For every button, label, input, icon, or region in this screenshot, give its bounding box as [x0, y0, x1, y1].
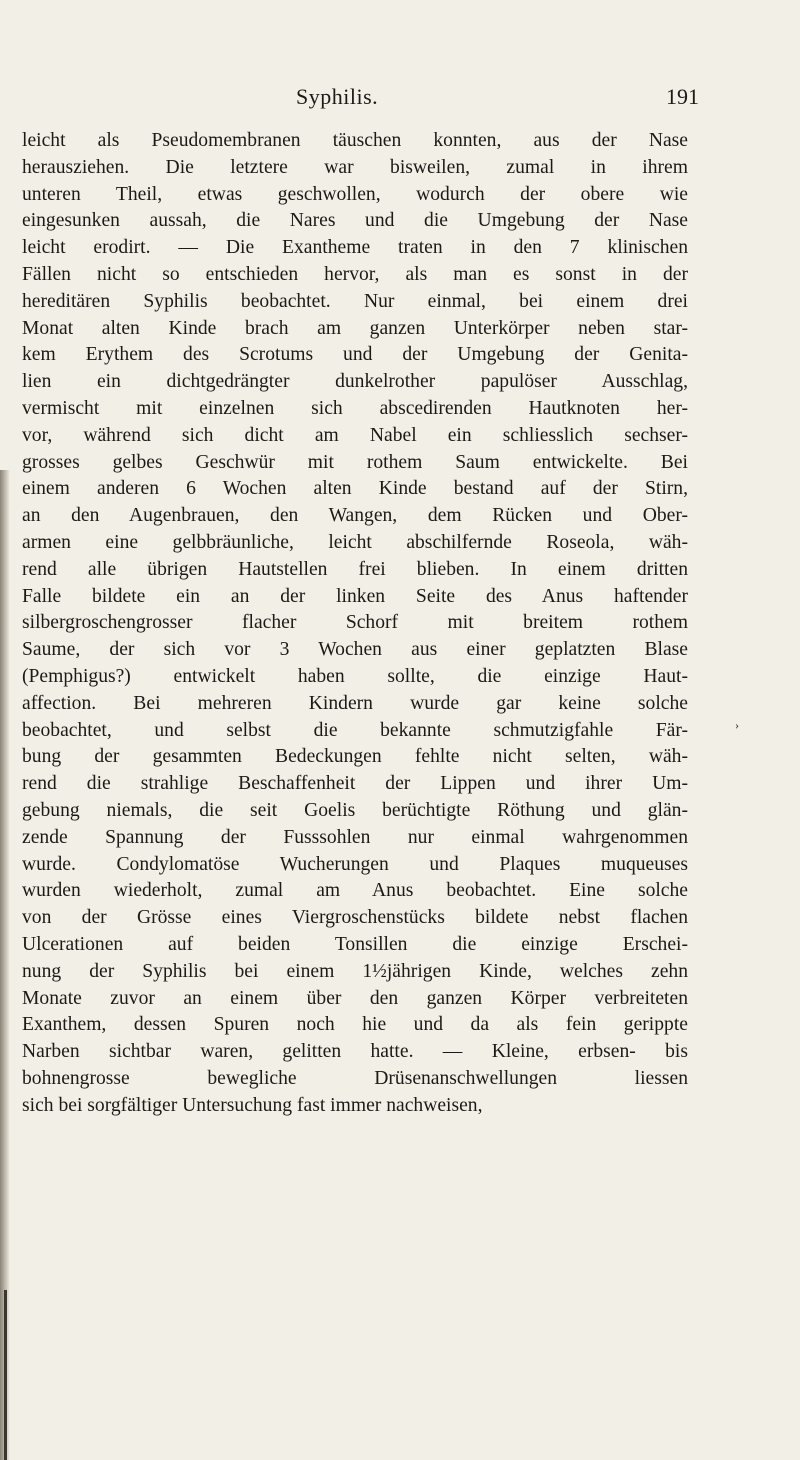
text-line: Monate zuvor an einem über den ganzen Körper verbreiteten [22, 987, 688, 1009]
text-line: armen eine gelbbräunliche, leicht abschilfernde Roseola, wäh- [22, 531, 688, 553]
running-title: Syphilis. [296, 84, 379, 109]
text-line: rend die strahlige Beschaffenheit der Lippen und ihrer Um- [22, 773, 688, 795]
text-line: leicht erodirt. — Die Exantheme traten in den 7 klinischen [22, 237, 688, 259]
page-header [0, 84, 800, 118]
text-line: nung der Syphilis bei einem 1½jährigen Kinde, welches zehn [22, 960, 688, 982]
text-line: Narben sichtbar waren, gelitten hatte. — Kleine, erbsen- bis [22, 1041, 688, 1063]
text-line: Fällen nicht so entschieden hervor, als man es sonst in der [22, 263, 688, 285]
text-line: (Pemphigus?) entwickelt haben sollte, die einzige Haut- [22, 665, 688, 687]
text-line: grosses gelbes Geschwür mit rothem Saum entwickelte. Bei [22, 451, 688, 473]
text-line: an den Augenbrauen, den Wangen, dem Rücken und Ober- [22, 505, 688, 527]
text-line: eingesunken aussah, die Nares und die Umgebung der Nase [22, 210, 688, 232]
text-line: bohnengrosse bewegliche Drüsenanschwellungen liessen [22, 1067, 688, 1089]
text-line: zende Spannung der Fusssohlen nur einmal wahrgenommen [22, 826, 688, 848]
text-line: vor, während sich dicht am Nabel ein schliesslich sechser- [22, 424, 688, 446]
text-line: herausziehen. Die letztere war bisweilen, zumal in ihrem [22, 156, 688, 178]
text-line: wurde. Condylomatöse Wucherungen und Plaques muqueuses [22, 853, 688, 875]
text-line: Exanthem, dessen Spuren noch hie und da als fein gerippte [22, 1014, 688, 1036]
text-line: hereditären Syphilis beobachtet. Nur einmal, bei einem drei [22, 290, 688, 312]
text-line: Saume, der sich vor 3 Wochen aus einer geplatzten Blase [22, 639, 688, 661]
text-line: unteren Theil, etwas geschwollen, wodurch der obere wie [22, 183, 688, 205]
text-line: wurden wiederholt, zumal am Anus beobachtet. Eine solche [22, 880, 688, 902]
text-line: leicht als Pseudomembranen täuschen konnten, aus der Nase [22, 130, 688, 151]
binding-edge [4, 1290, 7, 1460]
text-line: sich bei sorgfältiger Untersuchung fast immer nachweisen, [22, 1094, 483, 1116]
text-line: Monat alten Kinde brach am ganzen Unterkörper neben star- [22, 317, 688, 339]
text-line: vermischt mit einzelnen sich abscedirenden Hautknoten her- [22, 397, 688, 419]
text-line: kem Erythem des Scrotums und der Umgebung der Genita- [22, 344, 688, 366]
text-line: von der Grösse eines Viergroschenstücks bildete nebst flachen [22, 907, 688, 929]
body-text [22, 128, 688, 1119]
text-line: rend alle übrigen Hautstellen frei blieben. In einem dritten [22, 558, 688, 580]
text-line: beobachtet, und selbst die bekannte schmutzigfahle Fär- [22, 719, 688, 741]
text-line: bung der gesammten Bedeckungen fehlte nicht selten, wäh- [22, 746, 688, 768]
text-line: Ulcerationen auf beiden Tonsillen die einzige Erschei- [22, 933, 688, 955]
page-number: 191 [666, 84, 699, 109]
text-line: silbergroschengrosser flacher Schorf mit breitem rothem [22, 612, 688, 634]
text-line: einem anderen 6 Wochen alten Kinde bestand auf der Stirn, [22, 478, 688, 500]
text-line: Falle bildete ein an der linken Seite des Anus haftender [22, 585, 688, 607]
text-line: lien ein dichtgedrängter dunkelrother papulöser Ausschlag, [22, 371, 688, 393]
text-line: affection. Bei mehreren Kindern wurde gar keine solche [22, 692, 688, 714]
margin-mark: › [735, 718, 739, 732]
text-line: gebung niemals, die seit Goelis berüchtigte Röthung und glän- [22, 799, 688, 821]
